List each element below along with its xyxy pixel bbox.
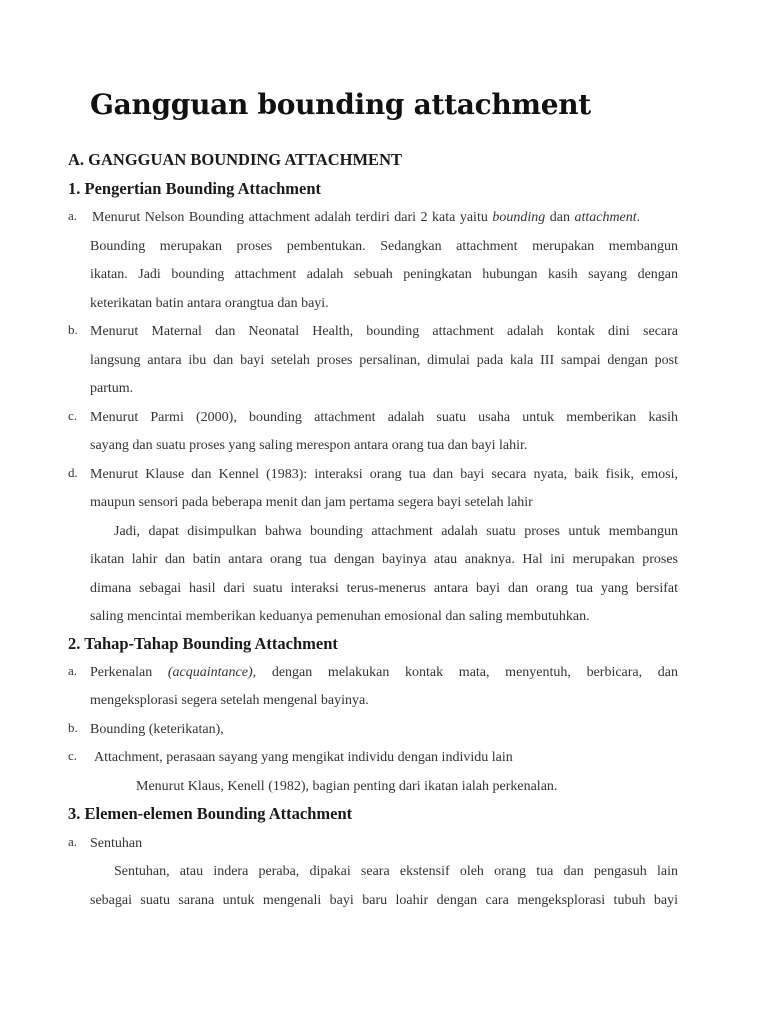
section-3-heading: 3. Elemen-elemen Bounding Attachment [68,804,353,823]
list-item-text: Menurut Nelson Bounding attachment adalah terdiri dari 2 kata yaitu bounding dan attachment. [92,210,641,225]
section-2-note: Menurut Klaus, Kenell (1982), bagian penting dari ikatan ialah perkenalan. [136,779,558,794]
list-item-text: Sentuhan [90,836,143,851]
list-item-text: Bounding merupakan proses pembentukan. Sedangkan attachment merupakan membangun [90,239,678,254]
list-item-text: Menurut Klause dan Kennel (1983): interaksi orang tua dan bayi secara nyata, baik fisik, emosi, [90,467,678,482]
list-item-text: mengeksplorasi segera setelah mengenal bayinya. [90,693,369,708]
list-marker: a. [68,663,78,678]
list-item-text: Attachment, perasaan sayang yang mengikat individu dengan individu lain [94,750,513,765]
list-marker: c. [68,748,78,763]
list-item-text: maupun sensori pada beberapa menit dan jam pertama segera bayi setelah lahir [90,495,533,510]
section-2-heading: 2. Tahap-Tahap Bounding Attachment [68,634,338,653]
list-item-text: Menurut Maternal dan Neonatal Health, bounding attachment adalah kontak dini secara [90,324,678,339]
list-marker: a. [68,208,78,223]
paragraph-line: saling mencintai memberikan keduanya pemenuhan emosional dan saling membutuhkan. [90,609,590,624]
section-a-heading: A. GANGGUAN BOUNDING ATTACHMENT [68,150,402,169]
list-item-text: langsung antara ibu dan bayi setelah proses persalinan, dimulai pada kala III sampai dengan post [90,353,678,368]
list-item-text: ikatan. Jadi bounding attachment adalah sebuah peningkatan hubungan kasih sayang dengan [90,267,678,282]
list-marker: b. [68,720,78,735]
list-item-text: partum. [90,381,134,396]
page-title: Gangguan bounding attachment [90,88,591,121]
paragraph-line: Sentuhan, atau indera peraba, dipakai seara ekstensif oleh orang tua dan pengasuh lain [114,864,678,879]
paragraph-line: dimana sebagai hasil dari suatu interaksi terus-menerus antara bayi dan orang tua yang bersifat [90,581,678,596]
paragraph-line: ikatan lahir dan batin antara orang tua dengan bayinya atau anaknya. Hal ini merupakan proses [90,552,678,567]
list-marker: c. [68,408,78,423]
list-item-text: keterikatan batin antara orangtua dan bayi. [90,296,329,311]
list-marker: a. [68,834,78,849]
list-marker: d. [68,465,78,480]
list-marker: b. [68,322,78,337]
list-item-text: Perkenalan (acquaintance), dengan melakukan kontak mata, menyentuh, berbicara, dan [90,665,679,680]
list-item-text: Bounding (keterikatan), [90,722,224,737]
paragraph-line: sebagai suatu sarana untuk mengenali bayi baru loahir dengan cara mengeksplorasi tubuh bayi [90,893,678,908]
paragraph-line: Jadi, dapat disimpulkan bahwa bounding attachment adalah suatu proses untuk membangun [114,524,678,539]
section-1-heading: 1. Pengertian Bounding Attachment [68,179,322,198]
list-item-text: Menurut Parmi (2000), bounding attachment adalah suatu usaha untuk memberikan kasih [90,410,678,425]
list-item-text: sayang dan suatu proses yang saling merespon antara orang tua dan bayi lahir. [90,438,528,453]
